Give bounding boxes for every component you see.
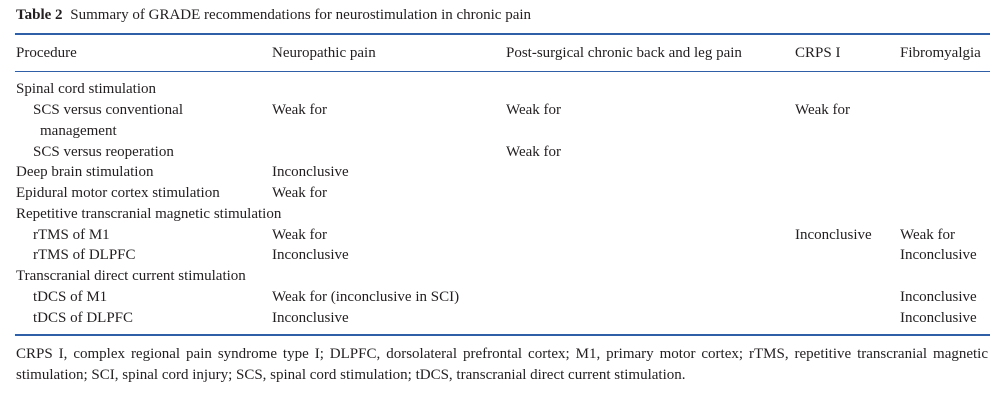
row-procedure: rTMS of M1 xyxy=(33,227,110,243)
cell-post-surgical: Weak for xyxy=(506,102,562,118)
table-caption xyxy=(16,7,531,24)
row-procedure: Deep brain stimulation xyxy=(16,164,154,180)
cell-neuropathic: Inconclusive xyxy=(272,164,349,180)
cell-fibromyalgia: Inconclusive xyxy=(900,310,977,326)
cell-neuropathic: Inconclusive xyxy=(272,247,349,263)
header-post-surgical: Post-surgical chronic back and leg pain xyxy=(506,45,742,61)
row-procedure: Epidural motor cortex stimulation xyxy=(16,185,220,201)
cell-neuropathic: Weak for (inconclusive in SCI) xyxy=(272,289,460,305)
cell-crps: Inconclusive xyxy=(795,227,872,243)
row-procedure: rTMS of DLPFC xyxy=(33,247,136,263)
row-procedure: tDCS of M1 xyxy=(33,289,108,305)
header-fibromyalgia: Fibromyalgia xyxy=(900,45,981,61)
row-procedure: Repetitive transcranial magnetic stimulation xyxy=(16,206,282,222)
table-footnote: CRPS I, complex regional pain syndrome type I; DLPFC, dorsolateral prefrontal cortex; M1, primary motor cortex; rTMS, repetitive transcranial magnetic stimulation; SCI, spinal cord injury; SCS, spinal cord stimulation; tDCS, transcranial direct current stimulation. xyxy=(16,346,988,383)
header-crps: CRPS I xyxy=(795,45,841,61)
cell-neuropathic: Inconclusive xyxy=(272,310,349,326)
row-procedure: SCS versus conventional xyxy=(33,102,183,118)
header-procedure: Procedure xyxy=(16,45,77,61)
top-rule xyxy=(15,33,990,35)
cell-fibromyalgia: Inconclusive xyxy=(900,247,977,263)
cell-neuropathic: Weak for xyxy=(272,102,328,118)
row-procedure-continued: management xyxy=(40,123,117,139)
cell-fibromyalgia: Inconclusive xyxy=(900,289,977,305)
cell-neuropathic: Weak for xyxy=(272,185,328,201)
cell-neuropathic: Weak for xyxy=(272,227,328,243)
row-procedure: tDCS of DLPFC xyxy=(33,310,134,326)
row-procedure: SCS versus reoperation xyxy=(33,144,174,160)
cell-post-surgical: Weak for xyxy=(506,144,562,160)
row-procedure: Transcranial direct current stimulation xyxy=(16,268,246,284)
cell-crps: Weak for xyxy=(795,102,851,118)
row-procedure: Spinal cord stimulation xyxy=(16,81,156,97)
cell-fibromyalgia: Weak for xyxy=(900,227,956,243)
table-label: Table 2 xyxy=(16,7,63,23)
table-title: Summary of GRADE recommendations for neurostimulation in chronic pain xyxy=(70,7,532,23)
header-rule xyxy=(15,71,990,72)
header-neuropathic: Neuropathic pain xyxy=(272,45,376,61)
bottom-rule xyxy=(15,334,990,336)
